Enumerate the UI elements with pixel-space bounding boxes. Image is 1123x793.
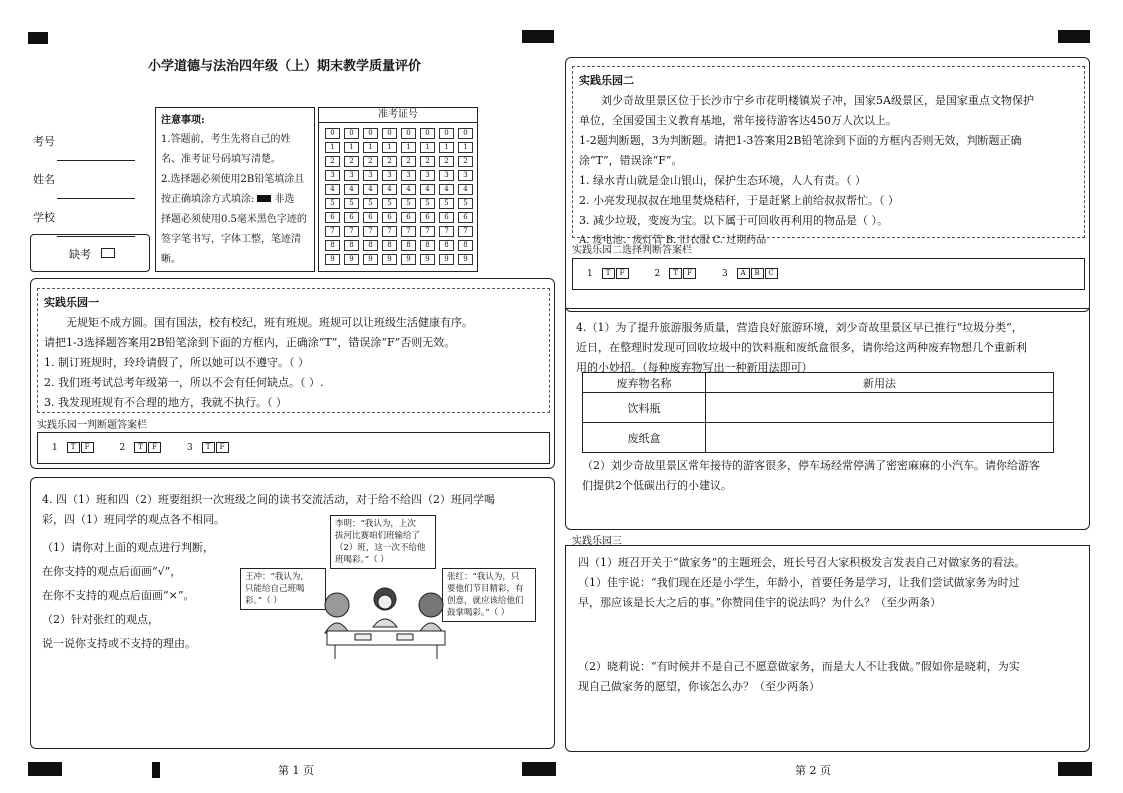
answer-sheet-1	[37, 432, 550, 464]
ticket-digit-bubble[interactable]: 7	[382, 226, 397, 237]
name-field[interactable]	[57, 186, 135, 199]
answer-option-t[interactable]: T	[602, 268, 615, 279]
notice-line: 名、准考证号码填写清楚。	[161, 154, 281, 165]
ticket-digit-bubble[interactable]: 2	[325, 156, 340, 167]
answer-option-f[interactable]: F	[81, 442, 94, 453]
ticket-digit-bubble[interactable]: 2	[401, 156, 416, 167]
answer-area-title: 实践乐园一判断题答案栏	[37, 420, 147, 431]
ticket-digit-bubble[interactable]: 5	[420, 198, 435, 209]
ticket-digit-bubble[interactable]: 3	[401, 170, 416, 181]
ticket-digit-bubble[interactable]: 4	[420, 184, 435, 195]
registration-mark	[152, 762, 160, 778]
question-line: （2）刘少奇故里景区常年接待的游客很多，停车场经常停满了密密麻麻的小汽车。请你给游客	[582, 459, 1040, 472]
ticket-digit-bubble[interactable]: 1	[401, 142, 416, 153]
bubble-line: 只能给自己班喝	[245, 584, 305, 594]
ticket-digit-bubble[interactable]: 8	[382, 240, 397, 251]
answer-area-title: 实践乐园二选择判断答案栏	[572, 245, 692, 256]
question-line: 说一说你支持或不支持的理由。	[42, 637, 196, 650]
ticket-digit-bubble[interactable]: 9	[363, 254, 378, 265]
absent-checkbox[interactable]	[101, 248, 115, 258]
instruction-text: 1-2题判断题，3为判断题。请把1-3答案用2B铅笔涂到下面的方框内否则无效，判断题正确	[579, 134, 1022, 147]
ticket-digit-bubble[interactable]: 9	[439, 254, 454, 265]
bubble-line: 鼓掌喝彩。”（ ）	[447, 608, 510, 618]
ticket-digit-bubble[interactable]: 0	[325, 128, 340, 139]
ticket-digit-column	[420, 128, 435, 268]
answer-number: 2	[654, 269, 661, 279]
ticket-digit-bubble[interactable]: 1	[325, 142, 340, 153]
answer-option-t[interactable]: T	[134, 442, 147, 453]
answer-option-t[interactable]: T	[202, 442, 215, 453]
ticket-digit-bubble[interactable]: 2	[458, 156, 473, 167]
ticket-digit-bubble[interactable]: 3	[382, 170, 397, 181]
page-title: 小学道德与法治四年级（上）期末教学质量评价	[148, 59, 422, 74]
bubble-line: （2）班，这一次不给他	[335, 543, 426, 553]
section-title: 实践乐园二	[579, 74, 634, 87]
absent-box	[30, 234, 150, 272]
ticket-digit-bubble[interactable]: 4	[401, 184, 416, 195]
ticket-digit-column	[458, 128, 473, 268]
question-line: （1）佳宇说：“我们现在还是小学生，年龄小，首要任务是学习，让我们尝试做家务为时过	[578, 576, 1020, 589]
question-line: 4.（1）为了提升旅游服务质量，营造良好旅游环境，刘少奇故里景区早已推行“垃圾分类”，	[576, 321, 1023, 334]
ticket-digit-bubble[interactable]: 8	[363, 240, 378, 251]
bubble-line: 彩。”（ ）	[245, 596, 282, 606]
ticket-digit-bubble[interactable]: 0	[439, 128, 454, 139]
ticket-digit-bubble[interactable]: 4	[363, 184, 378, 195]
waste-reuse-table	[582, 372, 1054, 453]
ticket-digit-bubble[interactable]: 2	[439, 156, 454, 167]
candidate-fields	[33, 123, 135, 237]
speech-bubble-wangchong	[240, 568, 326, 610]
ticket-digit-bubble[interactable]: 7	[401, 226, 416, 237]
ticket-digit-bubble[interactable]: 2	[420, 156, 435, 167]
ticket-digit-bubble[interactable]: 0	[382, 128, 397, 139]
registration-mark	[28, 762, 62, 776]
notice-suffix: 非选	[274, 194, 295, 205]
question4b-part2	[582, 456, 1040, 496]
students-at-table-drawing	[315, 583, 455, 660]
ticket-number-grid	[318, 107, 478, 272]
answer-number: 1	[52, 443, 58, 453]
ticket-digit-bubble[interactable]: 0	[420, 128, 435, 139]
answer-option-t[interactable]: T	[669, 268, 682, 279]
notice-line: 晰。	[161, 254, 181, 265]
question-line: 在你不支持的观点后面画“×”。	[42, 589, 195, 602]
notice-title: 注意事项:	[161, 115, 205, 126]
speech-bubble-liming	[330, 515, 436, 569]
answer-option-f[interactable]: F	[616, 268, 629, 279]
ticket-digit-column	[325, 128, 340, 268]
ticket-digit-bubble[interactable]: 7	[325, 226, 340, 237]
answer-option-f[interactable]: F	[216, 442, 229, 453]
section3-part2	[578, 657, 1020, 697]
ticket-digit-bubble[interactable]: 5	[401, 198, 416, 209]
answer-number: 2	[119, 443, 126, 453]
section3-text	[578, 553, 1025, 613]
answer-number: 3	[721, 269, 728, 279]
ticket-digit-bubble[interactable]: 4	[382, 184, 397, 195]
answer-option-t[interactable]: T	[67, 442, 80, 453]
registration-mark	[1058, 30, 1090, 43]
notice-line: 2.选择题必须使用2B铅笔填涂且	[161, 174, 305, 185]
ticket-digit-bubble[interactable]: 4	[325, 184, 340, 195]
table-row-label: 废纸盒	[583, 423, 706, 453]
answer-number: 3	[186, 443, 193, 453]
ticket-digit-bubble[interactable]: 8	[420, 240, 435, 251]
field-label: 学校	[33, 211, 55, 224]
intro-text: 刘少奇故里景区位于长沙市宁乡市花明楼镇炭子冲，国家5A级景区，是国家重点文物保护	[601, 94, 1034, 107]
registration-mark	[522, 762, 556, 776]
question-line: 用的小妙招。（每种废弃物写出一种新用法即可）	[576, 361, 813, 374]
question: 3. 我发现班规有不合理的地方，我就不执行。（ ）	[44, 396, 287, 409]
ticket-digit-bubble[interactable]: 2	[382, 156, 397, 167]
table-header: 新用法	[706, 373, 1054, 393]
ticket-digit-bubble[interactable]: 9	[325, 254, 340, 265]
notice-line: 择题必须使用0.5毫米黑色字迹的	[161, 214, 307, 225]
section-title: 实践乐园三	[572, 536, 622, 547]
ticket-digit-bubble[interactable]: 3	[325, 170, 340, 181]
ticket-digit-bubble[interactable]: 1	[344, 142, 359, 153]
ticket-digit-bubble[interactable]: 7	[363, 226, 378, 237]
ticket-digit-bubble[interactable]: 1	[420, 142, 435, 153]
ticket-digit-bubble[interactable]: 5	[363, 198, 378, 209]
ticket-digit-bubble[interactable]: 3	[420, 170, 435, 181]
notice-line: 签字笔书写，字体工整，笔迹清	[161, 234, 301, 245]
answer-cell[interactable]	[706, 423, 1054, 453]
ticket-digit-bubble[interactable]: 4	[458, 184, 473, 195]
ticket-digit-bubble[interactable]: 6	[401, 212, 416, 223]
bubble-line: 拔河比赛咱们班输给了	[335, 531, 421, 541]
question-line: 们提供2个低碳出行的小建议。	[582, 479, 732, 492]
answer-option-b[interactable]: B	[751, 268, 764, 279]
answer-option-f[interactable]: F	[683, 268, 696, 279]
ticket-digit-bubble[interactable]: 0	[363, 128, 378, 139]
question-line: 现自己做家务的愿望，你该怎么办？（至少两条）	[578, 680, 820, 693]
question4b-text	[576, 318, 1027, 378]
section-title: 实践乐园一	[44, 296, 99, 309]
bubble-line: 王冲：“我认为，	[245, 572, 309, 582]
ticket-digit-bubble[interactable]: 6	[420, 212, 435, 223]
ticket-digit-bubble[interactable]: 6	[382, 212, 397, 223]
fill-example-icon	[257, 195, 271, 202]
ticket-digit-bubble[interactable]: 1	[439, 142, 454, 153]
answer-option-f[interactable]: F	[148, 442, 161, 453]
choice-options: A. 废电池、废灯管 B. 旧衣服 C. 过期药品	[579, 235, 767, 246]
ticket-digit-bubble[interactable]: 6	[458, 212, 473, 223]
question-line: 4. 四（1）班和四（2）班要组织一次班级之间的读书交流活动，对于给不给四（2）班同学喝	[42, 493, 495, 506]
ticket-digit-column	[401, 128, 416, 268]
answer-number: 1	[587, 269, 593, 279]
ticket-digit-bubble[interactable]: 7	[344, 226, 359, 237]
ticket-digit-bubble[interactable]: 2	[363, 156, 378, 167]
answer-sheet-2	[572, 258, 1085, 290]
ticket-digit-bubble[interactable]: 1	[382, 142, 397, 153]
registration-mark	[28, 32, 48, 44]
question-line: （2）针对张红的观点，	[42, 613, 159, 626]
question-line: 四（1）班召开关于“做家务”的主题班会，班长号召大家积极发言发表自己对做家务的看法。	[578, 556, 1026, 569]
intro-text: 无规矩不成方圆。国有国法，校有校纪，班有班规。班规可以让班级生活健康有序。	[66, 316, 473, 329]
ticket-digit-bubble[interactable]: 7	[420, 226, 435, 237]
speech-bubble-zhanghong	[442, 568, 536, 622]
question: 1. 制订班规时，玲玲请假了，所以她可以不遵守。（ ）	[44, 356, 309, 369]
ticket-digit-bubble[interactable]: 6	[325, 212, 340, 223]
ticket-digit-bubble[interactable]: 6	[439, 212, 454, 223]
ticket-digit-bubble[interactable]: 4	[344, 184, 359, 195]
bubble-line: 班喝彩。”（ ）	[335, 555, 389, 565]
answer-cell[interactable]	[706, 393, 1054, 423]
ticket-digit-bubble[interactable]: 4	[439, 184, 454, 195]
ticket-digit-bubble[interactable]: 9	[382, 254, 397, 265]
ticket-digit-bubble[interactable]: 8	[344, 240, 359, 251]
page-number: 第 1 页	[278, 764, 314, 777]
ticket-digit-bubble[interactable]: 8	[401, 240, 416, 251]
ticket-digit-column	[344, 128, 359, 268]
ticket-digit-bubble[interactable]: 9	[401, 254, 416, 265]
absent-label: 缺考	[69, 248, 91, 261]
question: 2. 我们班考试总考年级第一，所以不会有任何缺点。（ ）.	[44, 376, 324, 389]
registration-mark	[1058, 762, 1092, 776]
ticket-digit-bubble[interactable]: 8	[439, 240, 454, 251]
ticket-digit-bubble[interactable]: 2	[344, 156, 359, 167]
ticket-digit-column	[439, 128, 454, 268]
ticket-digit-bubble[interactable]: 5	[458, 198, 473, 209]
ticket-digit-column	[382, 128, 397, 268]
ticket-digit-bubble[interactable]: 7	[458, 226, 473, 237]
question: 3. 减少垃圾，变废为宝。以下属于可回收再利用的物品是（ ）。	[579, 214, 888, 227]
ticket-digit-column	[363, 128, 378, 268]
ticket-digit-bubble[interactable]: 3	[439, 170, 454, 181]
question-line: 近日，在整理时发现可回收垃圾中的饮料瓶和废纸盒很多，请你给这两种废弃物想几个重新利	[576, 341, 1027, 354]
ticket-digit-bubble[interactable]: 8	[458, 240, 473, 251]
bubble-line: 要他们节目精彩，有	[447, 584, 524, 594]
ticket-digit-bubble[interactable]: 1	[458, 142, 473, 153]
table-header: 废弃物名称	[583, 373, 706, 393]
instruction-text: 请把1-3选择题答案用2B铅笔涂到下面的方框内，正确涂“T”，错误涂“F”否则无效。	[44, 336, 456, 349]
ticket-digit-bubble[interactable]: 6	[344, 212, 359, 223]
bubble-line: 张红：“我认为，只	[447, 572, 520, 582]
question-line: 彩，四（1）班同学的观点各不相同。	[42, 513, 225, 526]
ticket-digit-bubble[interactable]: 8	[325, 240, 340, 251]
field-label: 考号	[33, 135, 55, 148]
section1-question-box	[37, 288, 550, 413]
ticket-digit-bubble[interactable]: 6	[363, 212, 378, 223]
registration-mark	[522, 30, 554, 43]
ticket-digit-bubble[interactable]: 3	[458, 170, 473, 181]
bubble-line: 创意，就应该给他们	[447, 596, 524, 606]
intro-text: 单位，全国爱国主义教育基地，常年接待游客达450万人次以上。	[579, 114, 897, 127]
ticket-digit-bubble[interactable]: 0	[344, 128, 359, 139]
ticket-digit-bubble[interactable]: 7	[439, 226, 454, 237]
exam-number-field[interactable]	[57, 148, 135, 161]
ticket-title: 准考证号	[319, 108, 477, 123]
ticket-digit-bubble[interactable]: 3	[363, 170, 378, 181]
ticket-digit-bubble[interactable]: 3	[344, 170, 359, 181]
instruction-text: 涂“T”，错误涂“F”。	[579, 154, 683, 167]
ticket-digit-bubble[interactable]: 9	[344, 254, 359, 265]
ticket-digit-bubble[interactable]: 9	[458, 254, 473, 265]
bubble-line: 李明：“我认为，上次	[335, 519, 416, 529]
notice-line: 1.答题前，考生先将自己的姓	[161, 134, 291, 145]
question: 2. 小亮发现叔叔在地里焚烧秸秆，于是赶紧上前给叔叔帮忙。（ ）	[579, 194, 899, 207]
ticket-digit-bubble[interactable]: 5	[344, 198, 359, 209]
question-line: 在你支持的观点后面画“√”，	[42, 565, 182, 578]
page-number: 第 2 页	[795, 764, 831, 777]
ticket-digit-bubble[interactable]: 9	[420, 254, 435, 265]
question: 1. 绿水青山就是金山银山，保护生态环境，人人有责。（ ）	[579, 174, 866, 187]
table-row-label: 饮料瓶	[583, 393, 706, 423]
answer-option-a[interactable]: A	[737, 268, 750, 279]
ticket-digit-bubble[interactable]: 1	[363, 142, 378, 153]
students-discussion-illustration	[240, 515, 530, 660]
ticket-digit-bubble[interactable]: 0	[401, 128, 416, 139]
section2-question-box	[572, 66, 1085, 246]
question-line: （2）晓莉说：“有时候并不是自己不愿意做家务，而是大人不让我做。”假如你是晓莉，为实	[578, 660, 1020, 673]
question-line: 早，那应该是长大之后的事。”你赞同佳宇的说法吗？为什么？（至少两条）	[578, 596, 942, 609]
notice-box	[155, 107, 315, 272]
notice-line: 按正确填涂方式填涂:	[161, 194, 255, 205]
ticket-digit-bubble[interactable]: 5	[439, 198, 454, 209]
ticket-digit-bubble[interactable]: 5	[325, 198, 340, 209]
field-label: 姓名	[33, 173, 55, 186]
ticket-digit-bubble[interactable]: 5	[382, 198, 397, 209]
question-line: （1）请你对上面的观点进行判断，	[42, 541, 214, 554]
answer-option-c[interactable]: C	[765, 268, 778, 279]
ticket-digit-bubble[interactable]: 0	[458, 128, 473, 139]
